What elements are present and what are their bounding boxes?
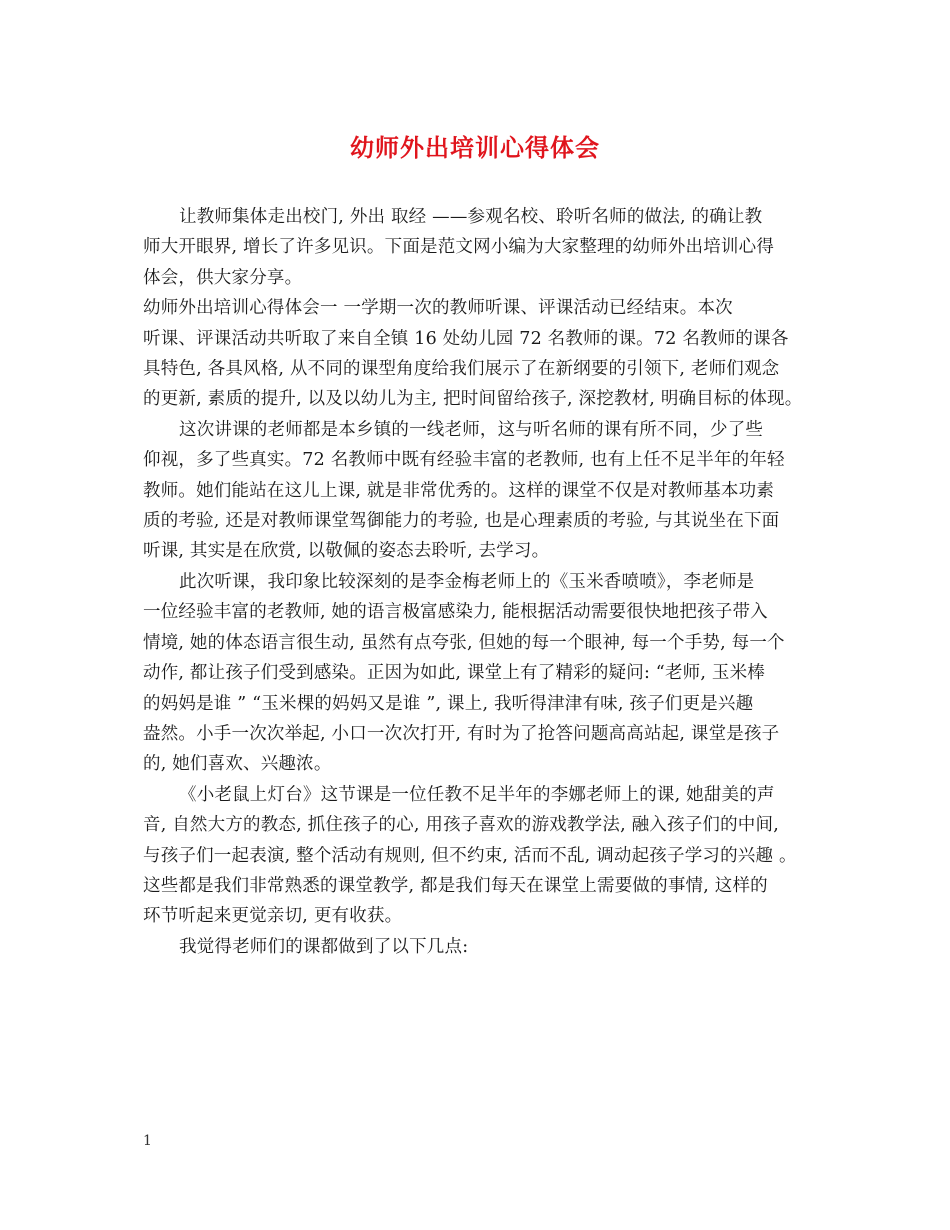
- text-line: 的, 她们喜欢、兴趣浓。: [143, 754, 332, 775]
- text-line: 一位经验丰富的老教师, 她的语言极富感染力, 能根据活动需要很快地把孩子带入: [143, 602, 768, 623]
- text-line: 仰视，多了些真实。72 名教师中既有经验丰富的老教师, 也有上任不足半年的年轻: [143, 450, 785, 471]
- text-line: 这些都是我们非常熟悉的课堂教学, 都是我们每天在课堂上需要做的事情, 这样的: [143, 875, 768, 896]
- text-line: 盎然。小手一次次举起, 小口一次次打开, 有时为了抢答问题高高站起, 课堂是孩子: [143, 723, 780, 744]
- text-line: 体会，供大家分享。: [143, 267, 303, 288]
- text-line: 此次听课，我印象比较深刻的是李金梅老师上的《玉米香喷喷》，李老师是: [179, 571, 755, 592]
- text-line: 具特色, 各具风格, 从不同的课型角度给我们展示了在新纲要的引领下, 老师们观念: [143, 359, 780, 380]
- text-line: 听课, 其实是在欣赏, 以敬佩的姿态去聆听, 去学习。: [143, 541, 550, 562]
- text-line: 听课、评课活动共听取了来自全镇 16 处幼儿园 72 名教师的课。72 名教师的课各: [143, 328, 789, 349]
- text-line: 动作, 都让孩子们受到感染。正因为如此, 课堂上有了精彩的疑问: “老师, 玉米棒: [143, 663, 765, 684]
- text-line: 环节听起来更觉亲切, 更有收获。: [143, 906, 403, 927]
- text-line: 的更新, 素质的提升, 以及以幼儿为主, 把时间留给孩子, 深挖教材, 明确目标的体现。: [143, 389, 803, 410]
- text-line: 幼师外出培训心得体会一 一学期一次的教师听课、评课活动已经结束。本次: [143, 298, 733, 319]
- text-line: 的妈妈是谁 ” “玉米棵的妈妈又是谁 ”, 课上, 我听得津津有味, 孩子们更是兴趣: [143, 693, 754, 714]
- text-line: 与孩子们一起表演, 整个活动有规则, 但不约束, 活而不乱, 调动起孩子学习的兴趣 。: [143, 845, 797, 866]
- text-line: 师大开眼界, 增长了许多见识。下面是范文网小编为大家整理的幼师外出培训心得: [143, 237, 775, 258]
- text-line: 教师。她们能站在这儿上课, 就是非常优秀的。这样的课堂不仅是对教师基本功素: [143, 480, 775, 501]
- page-title: 幼师外出培训心得体会: [350, 133, 600, 162]
- document-body: [143, 202, 810, 962]
- text-line: 让教师集体走出校门, 外出 取经 ——参观名校、聆听名师的做法, 的确让教: [179, 207, 763, 227]
- page-number: 1: [143, 1133, 152, 1149]
- text-line: 我觉得老师们的课都做到了以下几点:: [179, 936, 469, 957]
- text-line: 质的考验, 还是对教师课堂驾御能力的考验, 也是心理素质的考验, 与其说坐在下面: [143, 511, 780, 532]
- text-line: 音, 自然大方的教态, 抓住孩子的心, 用孩子喜欢的游戏教学法, 融入孩子们的中间,: [143, 815, 779, 836]
- text-line: 这次讲课的老师都是本乡镇的一线老师，这与听名师的课有所不同，少了些: [179, 419, 764, 440]
- text-line: 《小老鼠上灯台》这节课是一位任教不足半年的李娜老师上的课, 她甜美的声: [179, 784, 775, 805]
- text-line: 情境, 她的体态语言很生动, 虽然有点夸张, 但她的每一个眼神, 每一个手势, 每一个: [143, 632, 785, 653]
